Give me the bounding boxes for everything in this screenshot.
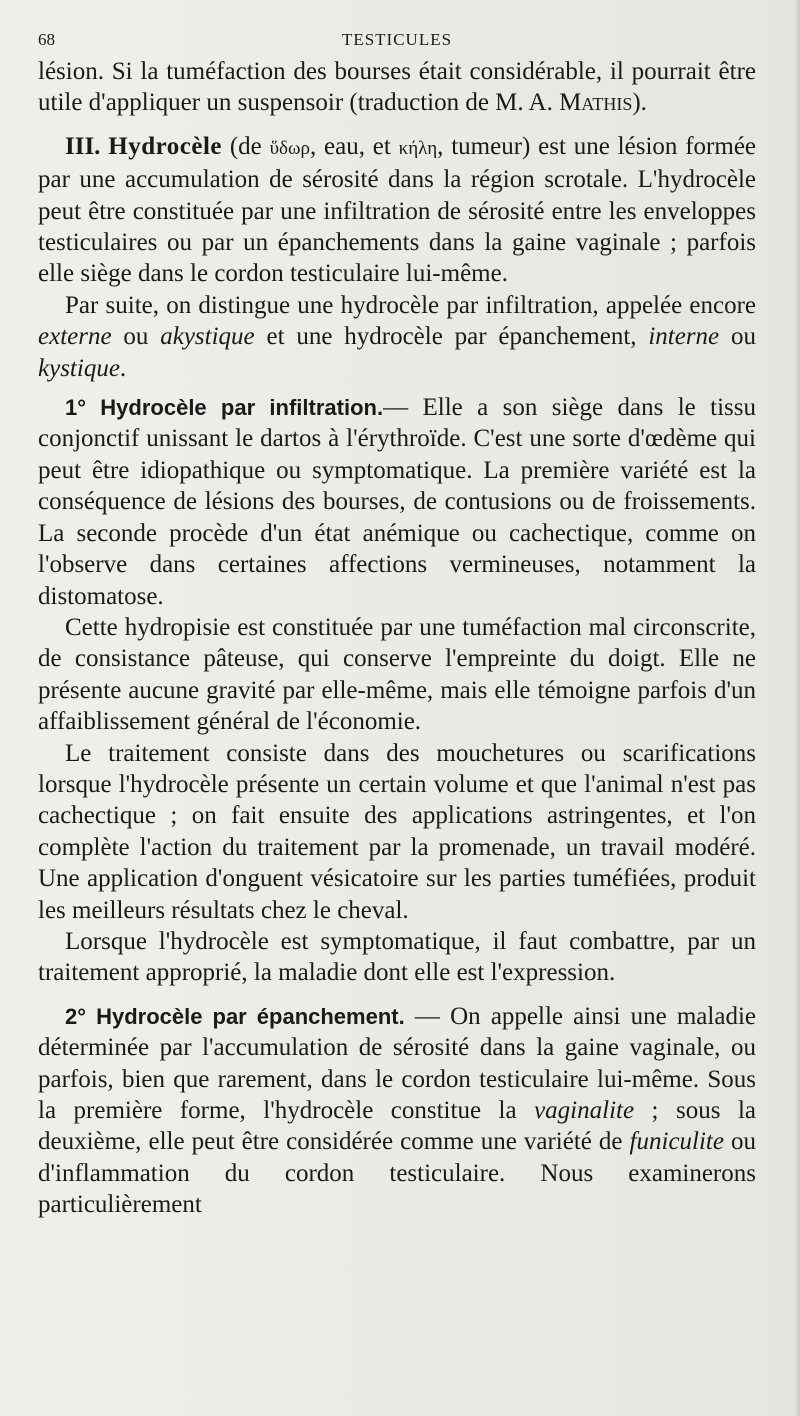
- subsection-infiltration: [38, 392, 756, 612]
- p3-text-2: ou: [111, 323, 161, 351]
- greek-word-water: ὕδωρ: [269, 137, 310, 159]
- p8-text-3: ou d'inflammation du cordon testiculaire. Nous examinerons particulièrement: [38, 1128, 757, 1219]
- subsection-epanchement: [38, 1001, 756, 1221]
- p6-text: Le traitement consiste dans des mouchetures ou scarifications lorsque l'hydrocèle présente un certain volume et que l'animal n'est pas cachectique ; on fait ensuite des applications astringentes, et l'on complète l'action du traitement par la promenade, un travail modéré. Une application d'onguent vésicatoire sur les parties tuméfiées, produit les meilleurs résultats chez le cheval.: [38, 739, 756, 924]
- body-text: [38, 56, 756, 1221]
- section-hydrocele: [38, 131, 756, 290]
- paragraph-hydropisie: [38, 612, 756, 738]
- p3-text-5: .: [119, 354, 127, 382]
- p2-text-1: (de: [222, 132, 270, 160]
- p7-text: Lorsque l'hydrocèle est symptomatique, il faut combattre, par un traitement approprié, la maladie dont elle est l'expression.: [38, 927, 756, 987]
- paragraph-continuation: [38, 56, 756, 119]
- p2-text-3: , tumeur) est une lésion formée par une accumulation de sérosité dans la région scrotale. L'hydrocèle peut être constituée par une infiltration de sérosité entre les enveloppes testiculaires ou par un épanchements dans la gaine vaginale ; parfois elle siège dans le cordon testiculaire lui-même.: [38, 132, 757, 288]
- paragraph-distinction: [38, 290, 756, 384]
- p5-text: Cette hydropisie est constituée par une tuméfaction mal circonscrite, de consistance pâteuse, qui conserve l'empreinte du doigt. Elle ne présente aucune gravité par elle-même, mais elle témoigne parfois d'un affaiblissement général de l'économie.: [38, 613, 756, 736]
- p1-text: lésion. Si la tuméfaction des bourses était considérable, il pourrait être utile d'appliquer un suspensoir (traduction de M. A.: [38, 58, 756, 117]
- term-funiculite: funiculite: [629, 1128, 724, 1156]
- subsection-heading-epanchement: 2° Hydrocèle par épanchement.: [65, 1003, 405, 1029]
- p8-text-1: — On appelle ainsi une maladie déterminée par l'accumulation de sérosité dans la gaine vaginale, ou parfois, bien que rarement, dans le cordon testiculaire lui-même. Sous la première forme, l'hydrocèle constitue la: [38, 1002, 756, 1124]
- term-externe: externe: [38, 323, 112, 351]
- p3-text-3: et une hydrocèle par épanchement,: [254, 323, 649, 351]
- greek-word-tumor: κήλη: [398, 137, 438, 159]
- paragraph-symptomatique: [38, 926, 756, 989]
- term-vaginalite: vaginalite: [534, 1097, 635, 1124]
- p2-text-2: , eau, et: [309, 132, 399, 160]
- p3-text-1: Par suite, on distingue une hydrocèle par infiltration, appelée encore: [65, 291, 756, 319]
- p1-end: ).: [632, 89, 647, 117]
- page-number: 68: [38, 30, 55, 49]
- term-kystique: kystique: [38, 354, 120, 382]
- p3-text-4: ou: [719, 323, 756, 351]
- page-header: [38, 30, 756, 56]
- p4-text: — Elle a son siège dans le tissu conjonctif unissant le dartos à l'érythroïde. C'est une sorte d'œdème qui peut être idiopathique ou symptomatique. La première variété est la conséquence de lésions des bourses, de contusions ou de froissements. La seconde procède d'un état anémique ou cachectique, comme on l'observe dans certaines affections vermineuses, notamment la distomatose.: [38, 394, 757, 610]
- section-title: Hydrocèle: [108, 132, 222, 160]
- running-title: TESTICULES: [341, 30, 453, 49]
- term-akystique: akystique: [160, 323, 255, 351]
- paragraph-traitement: [38, 738, 756, 926]
- p8-text-2: ; sous la deuxième, elle peut être considérée comme une variété de: [38, 1097, 756, 1156]
- page-spine-shadow: [794, 0, 800, 1416]
- subsection-heading-infiltration: 1° Hydrocèle par infiltration.: [65, 395, 384, 421]
- term-interne: interne: [648, 323, 720, 351]
- author-name: Mathis: [559, 89, 633, 117]
- section-number: III.: [65, 132, 101, 160]
